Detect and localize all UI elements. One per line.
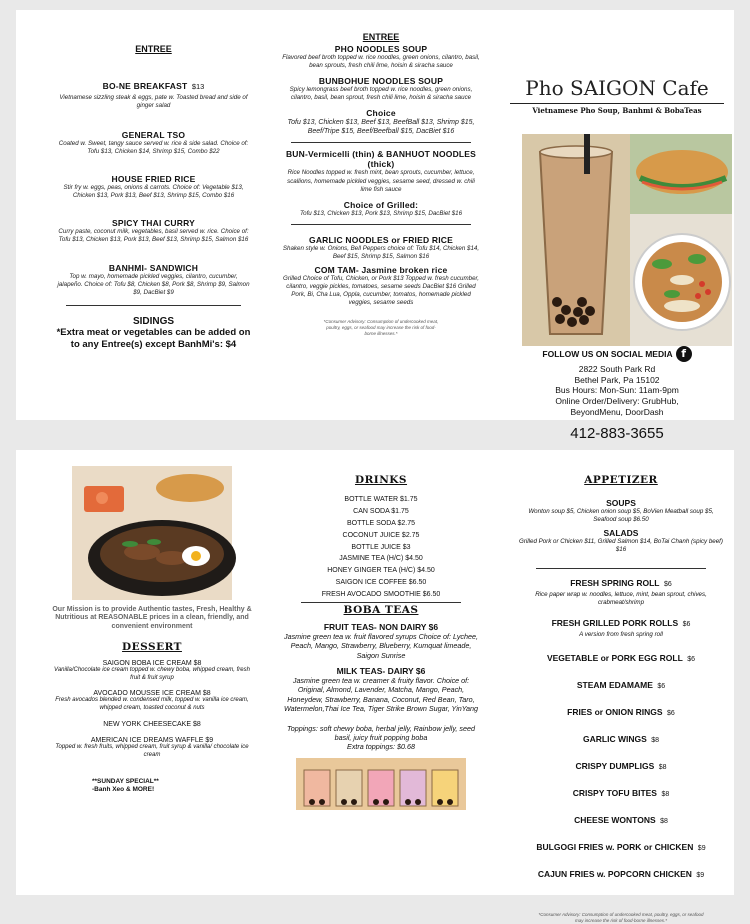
item-name: FRESH SPRING ROLL bbox=[570, 578, 660, 589]
special-title: **SUNDAY SPECIAL** bbox=[92, 777, 159, 785]
menu-item bbox=[281, 108, 481, 136]
appetizer-item bbox=[516, 702, 726, 720]
item-name: Choice of Grilled: bbox=[343, 199, 419, 210]
special-text: -Banh Xeo & MORE! bbox=[92, 786, 155, 794]
item-price: $6 bbox=[657, 683, 666, 691]
appetizer-item bbox=[516, 864, 726, 882]
appetizer-item bbox=[516, 648, 726, 666]
item-desc: A version from fresh spring roll bbox=[579, 631, 663, 639]
dessert-desc: Topped w. fresh fruits, whipped cream, fruit syrup & vanilla/ chocolate ice cream bbox=[55, 744, 249, 759]
menu-top-panel bbox=[16, 10, 734, 443]
toppings-text: Toppings: soft chewy boba, herbal jelly, Rainbow jelly, seed basil, juicy fruit popping boba bbox=[286, 723, 476, 742]
menu-item bbox=[56, 174, 251, 200]
menu-item bbox=[56, 130, 251, 156]
item-price: $8 bbox=[660, 818, 668, 826]
appetizer-item bbox=[516, 756, 726, 774]
drink-item: HONEY GINGER TEA (H/C) $4.50 bbox=[327, 567, 435, 575]
dessert-name: NEW YORK CHEESECAKE $8 bbox=[103, 721, 201, 729]
fruit-tea-title: FRUIT TEAS- NON DAIRY $6 bbox=[323, 622, 439, 633]
appetizer-item bbox=[516, 675, 726, 693]
item-desc: Flavored beef broth topped w. rice noodles, green onions, cilantro, basil, bean sprouts, fresh chili lime, hoisin & siracha sauce bbox=[282, 54, 480, 70]
item-desc: Curry paste, coconut milk, vegetables, basil served w. rice. Choice of: Tofu $13, Chicken $13, Pork $13, Beef $13, Shrimp $15, Salmon $16 bbox=[58, 228, 249, 244]
appetizer-item bbox=[516, 498, 726, 524]
drink-item: JASMINE TEA (H/C) $4.50 bbox=[339, 555, 423, 563]
restaurant-name: Pho SAIGON Cafe bbox=[525, 76, 709, 100]
consumer-advisory: *Consumer Advisory: Consumption of undercooked meat, poultry, eggs, or seafood may increase the risk of food-borne illnesses.* bbox=[538, 912, 704, 924]
item-name: FRESH GRILLED PORK ROLLS bbox=[551, 618, 679, 629]
sizzling-plate-photo bbox=[72, 466, 232, 600]
appetizer-item bbox=[516, 837, 726, 855]
drink-item: CAN SODA $1.75 bbox=[353, 507, 409, 515]
drink-item: COCONUT JUICE $2.75 bbox=[342, 531, 420, 539]
brand-column bbox=[502, 10, 734, 443]
address-line: Bethel Park, Pa 15102 bbox=[574, 374, 660, 385]
boba-drinks-photo bbox=[296, 758, 466, 810]
menu-item bbox=[281, 235, 481, 261]
item-desc: Tofu $13, Chicken $13, Beef $13, BeefBall $13, Shrimp $15, Beef/Tripe $15, Beef/Beefball $15, DacBiet $16 bbox=[287, 119, 475, 136]
menu-item bbox=[56, 263, 251, 297]
facebook-icon[interactable]: f bbox=[676, 346, 692, 362]
drink-item: BOTTLE JUICE $3 bbox=[351, 543, 411, 551]
menu-bottom-panel bbox=[16, 450, 734, 924]
sides-block bbox=[56, 316, 251, 351]
item-desc: Rice Noodles topped w. fresh mint, bean sprouts, cucumber, lettuce, scallions, homemade pickled veggies, sesame seed, dressed w. chili lime fish sauce bbox=[287, 169, 475, 193]
menu-item bbox=[281, 44, 481, 70]
dessert-column bbox=[52, 466, 252, 795]
item-name: GARLIC NOODLES or FRIED RICE bbox=[309, 234, 453, 245]
divider bbox=[510, 103, 724, 104]
item-name: COM TAM- Jasmine broken rice bbox=[314, 264, 448, 275]
appetizer-column bbox=[516, 474, 726, 924]
drink-item: FRESH AVOCADO SMOOTHIE $6.50 bbox=[321, 591, 441, 599]
item-name: FRIES or ONION RINGS bbox=[567, 707, 663, 718]
business-hours: Bus Hours: Mon-Sun: 11am-9pm bbox=[555, 385, 679, 396]
social-label: FOLLOW US ON SOCIAL MEDIA bbox=[542, 349, 673, 359]
mission-statement: Our Mission is to provide Authentic tastes, Fresh, Healthy & Nutritious at REASONABLE prices in a clean, friendly, and convenient environment bbox=[52, 606, 252, 630]
item-desc: Shaken style w. Onions, Bell Peppers choice of: Tofu $14, Chicken $14, Beef $15, Shrimp $15, Salmon $16 bbox=[282, 244, 480, 260]
sunday-special bbox=[92, 778, 252, 795]
appetizer-item bbox=[516, 613, 726, 639]
dessert-name: AVOCADO MOUSSE ICE CREAM $8 bbox=[93, 689, 211, 697]
delivery-info: Online Order/Delivery: GrubHub, bbox=[555, 395, 679, 406]
item-name: GENERAL TSO bbox=[121, 130, 186, 141]
item-desc: Vietnamese sizzling steak & eggs, pate w. Toasted bread and side of ginger salad bbox=[59, 94, 248, 110]
sides-label: SIDINGS bbox=[132, 315, 175, 327]
brand-header bbox=[510, 76, 724, 115]
salads-desc: Grilled Pork or Chicken $11, Grilled Salmon $14, BoTai Chanh (spicy beef) $16 bbox=[519, 538, 723, 554]
dessert-name: SAIGON BOBA ICE CREAM $8 bbox=[102, 660, 202, 668]
drinks-column bbox=[281, 474, 481, 810]
drink-item: BOTTLE SODA $2.75 bbox=[346, 519, 416, 527]
drink-item: BOTTLE WATER $1.75 bbox=[344, 496, 418, 503]
item-price: $8 bbox=[658, 764, 667, 772]
salads-title: SALADS bbox=[603, 528, 639, 539]
item-desc: Rice paper wrap w. noodles, lettuce, mint, bean sprout, chives, crabmeat/shrimp bbox=[535, 591, 707, 607]
dessert-list bbox=[52, 660, 252, 760]
entree-title: ENTREE bbox=[135, 44, 172, 54]
soups-title: SOUPS bbox=[606, 498, 636, 508]
appetizer-list bbox=[516, 498, 726, 882]
item-desc: Coated w. Sweet, tangy sauce served w. rice & side salad. Choice of: Tofu $13, Chicken $14, Shrimp $15, Combo $22 bbox=[58, 140, 249, 156]
soups-desc: Wonton soup $5, Chicken onion soup $5, BoVien Meatball soup $5, Seafood soup $6.50 bbox=[528, 508, 714, 524]
drink-item: SAIGON ICE COFFEE $6.50 bbox=[335, 579, 427, 587]
menu-item bbox=[281, 76, 481, 102]
entree-noodles-column bbox=[281, 32, 481, 337]
boba-section bbox=[281, 622, 481, 752]
item-name: CAJUN FRIES w. POPCORN CHICKEN bbox=[537, 869, 692, 880]
item-name: CRISPY DUMPLIGS bbox=[575, 761, 655, 772]
menu-item bbox=[281, 265, 481, 307]
item-desc: Grilled Choice of Tofu, Chicken, or Pork $13 Topped w. fresh cucumber, cilantro, veggie pickles, tomatoes, sesame seeds DacBiet $16 Grilled Pork, Bi, Cha Lua, Oppla, cucumber, tomatos, homemade pickled veggies, sesame seeds bbox=[283, 274, 479, 306]
item-name: BULGOGI FRIES w. PORK or CHICKEN bbox=[536, 842, 694, 853]
divider bbox=[301, 602, 461, 603]
dessert-title: DESSERT bbox=[122, 641, 182, 654]
menu-item bbox=[281, 200, 481, 218]
item-name: SPICY THAI CURRY bbox=[111, 218, 196, 229]
item-desc: Tofu $13, Chicken $13, Pork $13, Shrimp $15, DacBiet $16 bbox=[299, 209, 463, 217]
fruit-tea-desc: Jasmine green tea w. fruit flavored syrups Choice of: Lychee, Peach, Mango, Strawberry, Blueberry, Kumquat limeade, Saigon Sunrise bbox=[283, 632, 479, 660]
item-price: $6 bbox=[663, 581, 672, 589]
boba-title: BOBA TEAS bbox=[343, 604, 419, 617]
item-name: BUNBOHUE NOODLES SOUP bbox=[318, 76, 444, 87]
item-price: $8 bbox=[661, 791, 670, 799]
item-name: Choice bbox=[366, 108, 396, 119]
dessert-name: AMERICAN ICE DREAMS WAFFLE $9 bbox=[90, 737, 214, 745]
restaurant-tagline: Vietnamese Pho Soup, Banhmi & BobaTeas bbox=[532, 106, 702, 115]
phone-number[interactable]: 412-883-3655 bbox=[570, 425, 664, 443]
entree-column bbox=[56, 44, 251, 350]
item-name: CRISPY TOFU BITES bbox=[572, 788, 657, 799]
divider bbox=[536, 568, 706, 569]
divider bbox=[66, 305, 241, 306]
item-price: $6 bbox=[682, 621, 691, 629]
appetizer-item bbox=[516, 573, 726, 607]
item-name: HOUSE FRIED RICE bbox=[111, 174, 196, 185]
appetizer-title: APPETIZER bbox=[584, 474, 658, 486]
dessert-desc: Vanilla/Chocolate ice cream topped w. chewy boba, whipped cream, fresh fruit & fruit syrup bbox=[54, 667, 250, 681]
divider bbox=[291, 142, 471, 143]
appetizer-item bbox=[516, 729, 726, 747]
appetizer-item bbox=[516, 528, 726, 554]
milk-tea-desc: Jasmine green tea w. creamer & fruity flavor. Choice of: Original, Almond, Lavender, Matcha, Mango, Peach, Honeydew, Strawberry, Banana, Coconut, Red Bean, Taro, Watermelon,Thai Ice Tea, Tiger Strike Brown Sugar, YinYang bbox=[283, 676, 479, 714]
item-desc: Stir fry w. eggs, peas, onions & carrots. Choice of: Vegetable $13, Chicken $13, Pork $13, Beef $13, Shrimp $15, Combo $16 bbox=[63, 184, 244, 200]
food-photo-collage bbox=[522, 134, 732, 346]
milk-tea-title: MILK TEAS- DAIRY $6 bbox=[336, 666, 426, 677]
dessert-desc: Fresh avocados blended w. condensed milk, topped w. vanilla ice cream, whipped cream, toasted coconut & nuts bbox=[55, 696, 249, 711]
address-line: 2822 South Park Rd bbox=[578, 364, 656, 374]
item-name: VEGETABLE or PORK EGG ROLL bbox=[546, 653, 683, 664]
item-name: BO-NE BREAKFAST bbox=[102, 81, 188, 91]
extra-toppings: Extra toppings: $0.68 bbox=[347, 742, 415, 752]
menu-item bbox=[56, 76, 251, 110]
menu-item bbox=[56, 218, 251, 244]
item-name: CHEESE WONTONS bbox=[574, 815, 656, 826]
item-name: STEAM EDAMAME bbox=[576, 680, 653, 691]
item-price: $6 bbox=[667, 710, 675, 718]
entree-title-2: ENTREE bbox=[362, 32, 400, 42]
item-name: BANHMI- SANDWICH bbox=[108, 262, 199, 273]
item-price: $13 bbox=[191, 82, 205, 91]
delivery-info: BeyondMenu, DoorDash bbox=[570, 406, 664, 417]
item-name: GARLIC WINGS bbox=[583, 734, 647, 745]
sides-text: *Extra meat or vegetables can be added on to any Entree(s) except BanhMi's: $4 bbox=[56, 326, 251, 350]
appetizer-item bbox=[516, 810, 726, 828]
drinks-list bbox=[281, 494, 481, 601]
menu-item bbox=[281, 149, 481, 193]
social-contact bbox=[507, 346, 727, 442]
item-price: $6 bbox=[687, 656, 696, 664]
consumer-advisory: *Consumer Advisory: Consumption of undercooked meat, poultry, eggs, or seafood may increase the risk of food-borne illnesses.* bbox=[323, 319, 439, 336]
item-desc: Spicy lemongrass beef broth topped w. rice noodles, green onions, cilantro, basil, bean sprout, fresh chili lime, hoisin & siracha sauce bbox=[289, 86, 473, 102]
divider bbox=[291, 224, 471, 225]
item-price: $9 bbox=[696, 872, 705, 880]
item-price: $9 bbox=[697, 845, 706, 853]
item-name: BUN-Vermicelli (thin) & BANHUOT NOODLES (thick) bbox=[285, 149, 477, 170]
item-desc: Top w. mayo, homemade pickled veggies, cilantro, cucumber, jalapeño. Choice of: Tofu $8, Chicken $8, Pork $8, Shrimp $9, Salmon $9, DacBiet $9 bbox=[57, 272, 250, 296]
drinks-title: DRINKS bbox=[354, 474, 408, 486]
item-price: $8 bbox=[651, 737, 659, 745]
appetizer-item bbox=[516, 783, 726, 801]
item-name: PHO NOODLES SOUP bbox=[334, 44, 428, 54]
